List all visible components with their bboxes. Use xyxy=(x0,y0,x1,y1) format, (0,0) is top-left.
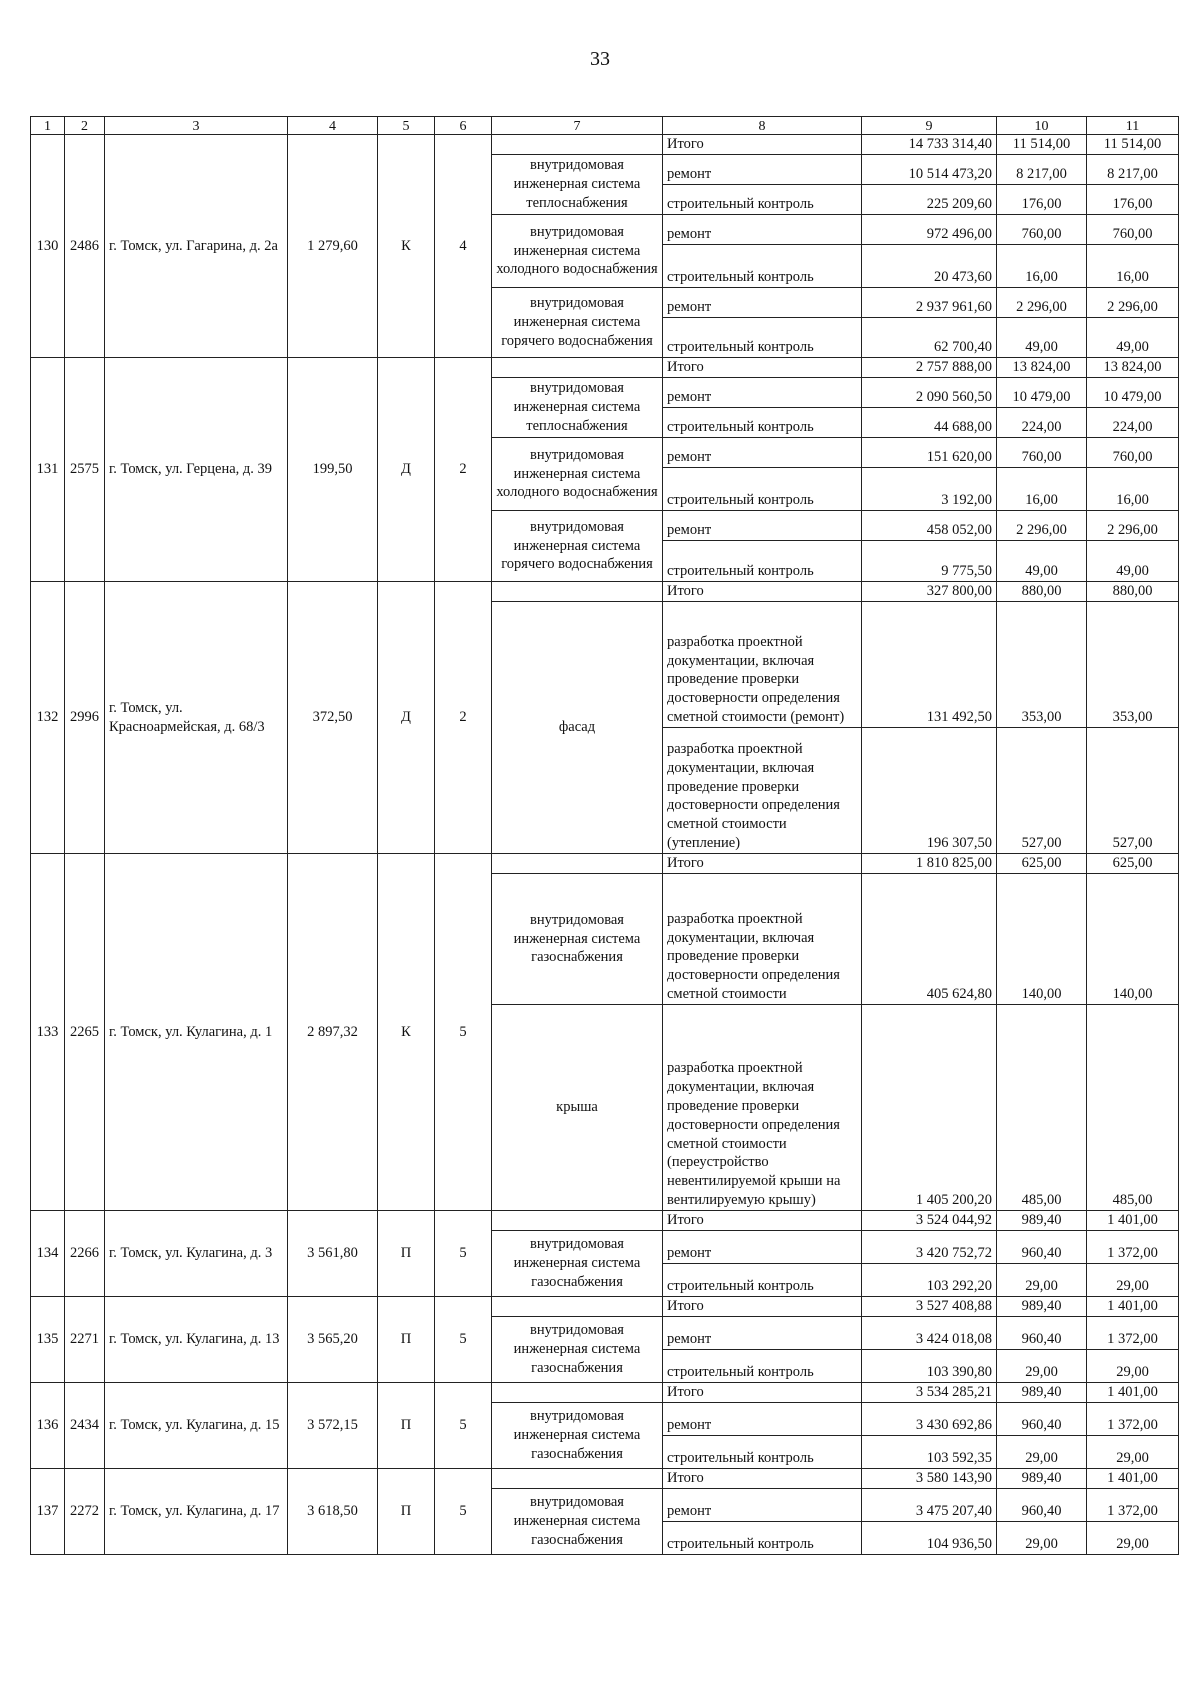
cost-value: 3 475 207,40 xyxy=(862,1489,997,1522)
system-name: внутридомовая инженерная система газоснабжения xyxy=(492,1403,663,1469)
table-row xyxy=(31,135,1179,155)
system-empty xyxy=(492,1297,663,1317)
address: г. Томск, ул. Кулагина, д. 17 xyxy=(105,1469,288,1555)
cost-value: 104 936,50 xyxy=(862,1522,997,1555)
table-row xyxy=(31,582,1179,602)
repair-plan-table xyxy=(30,116,1179,1555)
cost-value: 2 937 961,60 xyxy=(862,288,997,318)
total-per-sqm: 13 824,00 xyxy=(997,358,1087,378)
cost-per-sqm: 10 479,00 xyxy=(997,378,1087,408)
building-class: Д xyxy=(378,358,435,582)
total-label: Итого xyxy=(663,1211,862,1231)
system-empty xyxy=(492,582,663,602)
total-limit: 1 401,00 xyxy=(1087,1297,1179,1317)
total-area: 199,50 xyxy=(288,358,378,582)
cost-per-sqm: 49,00 xyxy=(997,541,1087,582)
table-row xyxy=(31,1469,1179,1489)
total-label: Итого xyxy=(663,358,862,378)
cost-value: 44 688,00 xyxy=(862,408,997,438)
total-area: 3 572,15 xyxy=(288,1383,378,1469)
cost-per-sqm: 140,00 xyxy=(997,874,1087,1005)
row-number: 133 xyxy=(31,854,65,1211)
cost-per-sqm: 353,00 xyxy=(997,602,1087,728)
column-header: 6 xyxy=(435,117,492,135)
work-type: ремонт xyxy=(663,155,862,185)
work-type: ремонт xyxy=(663,288,862,318)
cost-limit: 1 372,00 xyxy=(1087,1489,1179,1522)
row-number: 137 xyxy=(31,1469,65,1555)
row-number: 135 xyxy=(31,1297,65,1383)
cost-per-sqm: 176,00 xyxy=(997,185,1087,215)
cost-per-sqm: 960,40 xyxy=(997,1317,1087,1350)
work-type: строительный контроль xyxy=(663,468,862,511)
system-empty xyxy=(492,1211,663,1231)
cost-per-sqm: 16,00 xyxy=(997,468,1087,511)
table-row xyxy=(31,358,1179,378)
total-per-sqm: 989,40 xyxy=(997,1297,1087,1317)
total-limit: 1 401,00 xyxy=(1087,1469,1179,1489)
cost-limit: 29,00 xyxy=(1087,1522,1179,1555)
system-empty xyxy=(492,135,663,155)
cost-limit: 2 296,00 xyxy=(1087,511,1179,541)
work-type: ремонт xyxy=(663,1231,862,1264)
total-area: 2 897,32 xyxy=(288,854,378,1211)
table-row xyxy=(31,1211,1179,1231)
column-header: 3 xyxy=(105,117,288,135)
row-number: 130 xyxy=(31,135,65,358)
total-area: 3 565,20 xyxy=(288,1297,378,1383)
address: г. Томск, ул. Красноармейская, д. 68/3 xyxy=(105,582,288,854)
cost-limit: 1 372,00 xyxy=(1087,1403,1179,1436)
total-label: Итого xyxy=(663,1469,862,1489)
total-label: Итого xyxy=(663,135,862,155)
cost-value: 225 209,60 xyxy=(862,185,997,215)
work-type: разработка проектной документации, включая проведение проверки достоверности определения сметной стоимости (переустройство невентилируемой крыши на вентилируемую крышу) xyxy=(663,1005,862,1211)
work-type: строительный контроль xyxy=(663,245,862,288)
total-limit: 1 401,00 xyxy=(1087,1383,1179,1403)
floor-count: 5 xyxy=(435,1211,492,1297)
cost-per-sqm: 527,00 xyxy=(997,728,1087,854)
table-row xyxy=(31,1297,1179,1317)
table-body xyxy=(31,117,1179,1555)
address: г. Томск, ул. Кулагина, д. 13 xyxy=(105,1297,288,1383)
cost-limit: 760,00 xyxy=(1087,438,1179,468)
cost-limit: 2 296,00 xyxy=(1087,288,1179,318)
system-name: крыша xyxy=(492,1005,663,1211)
system-name: внутридомовая инженерная система теплоснабжения xyxy=(492,155,663,215)
cost-per-sqm: 224,00 xyxy=(997,408,1087,438)
cost-value: 972 496,00 xyxy=(862,215,997,245)
cost-value: 3 420 752,72 xyxy=(862,1231,997,1264)
address: г. Томск, ул. Герцена, д. 39 xyxy=(105,358,288,582)
cost-value: 196 307,50 xyxy=(862,728,997,854)
column-header: 8 xyxy=(663,117,862,135)
system-name: внутридомовая инженерная система газоснабжения xyxy=(492,1489,663,1555)
object-code: 2486 xyxy=(65,135,105,358)
total-limit: 11 514,00 xyxy=(1087,135,1179,155)
cost-value: 62 700,40 xyxy=(862,318,997,358)
cost-per-sqm: 960,40 xyxy=(997,1231,1087,1264)
cost-value: 20 473,60 xyxy=(862,245,997,288)
cost-per-sqm: 49,00 xyxy=(997,318,1087,358)
building-class: К xyxy=(378,135,435,358)
work-type: разработка проектной документации, включая проведение проверки достоверности определения сметной стоимости xyxy=(663,874,862,1005)
cost-limit: 49,00 xyxy=(1087,318,1179,358)
floor-count: 2 xyxy=(435,358,492,582)
address: г. Томск, ул. Гагарина, д. 2а xyxy=(105,135,288,358)
floor-count: 5 xyxy=(435,854,492,1211)
floor-count: 4 xyxy=(435,135,492,358)
total-area: 3 561,80 xyxy=(288,1211,378,1297)
object-code: 2272 xyxy=(65,1469,105,1555)
floor-count: 5 xyxy=(435,1297,492,1383)
cost-limit: 29,00 xyxy=(1087,1350,1179,1383)
cost-per-sqm: 29,00 xyxy=(997,1350,1087,1383)
object-code: 2265 xyxy=(65,854,105,1211)
cost-value: 458 052,00 xyxy=(862,511,997,541)
object-code: 2266 xyxy=(65,1211,105,1297)
floor-count: 5 xyxy=(435,1383,492,1469)
work-type: строительный контроль xyxy=(663,185,862,215)
total-limit: 625,00 xyxy=(1087,854,1179,874)
total-label: Итого xyxy=(663,1383,862,1403)
system-name: внутридомовая инженерная система холодного водоснабжения xyxy=(492,438,663,511)
cost-limit: 176,00 xyxy=(1087,185,1179,215)
work-type: ремонт xyxy=(663,1403,862,1436)
building-class: П xyxy=(378,1383,435,1469)
building-class: П xyxy=(378,1211,435,1297)
cost-value: 103 592,35 xyxy=(862,1436,997,1469)
row-number: 132 xyxy=(31,582,65,854)
cost-value: 9 775,50 xyxy=(862,541,997,582)
work-type: строительный контроль xyxy=(663,318,862,358)
total-area: 1 279,60 xyxy=(288,135,378,358)
work-type: ремонт xyxy=(663,1489,862,1522)
work-type: строительный контроль xyxy=(663,1350,862,1383)
cost-limit: 485,00 xyxy=(1087,1005,1179,1211)
work-type: строительный контроль xyxy=(663,408,862,438)
cost-per-sqm: 960,40 xyxy=(997,1403,1087,1436)
total-limit: 13 824,00 xyxy=(1087,358,1179,378)
column-header: 9 xyxy=(862,117,997,135)
cost-limit: 8 217,00 xyxy=(1087,155,1179,185)
cost-per-sqm: 2 296,00 xyxy=(997,511,1087,541)
cost-value: 3 192,00 xyxy=(862,468,997,511)
cost-value: 103 292,20 xyxy=(862,1264,997,1297)
total-per-sqm: 989,40 xyxy=(997,1469,1087,1489)
cost-per-sqm: 485,00 xyxy=(997,1005,1087,1211)
total-limit: 880,00 xyxy=(1087,582,1179,602)
system-empty xyxy=(492,854,663,874)
total-cost: 327 800,00 xyxy=(862,582,997,602)
system-name: внутридомовая инженерная система газоснабжения xyxy=(492,874,663,1005)
work-type: ремонт xyxy=(663,1317,862,1350)
total-cost: 1 810 825,00 xyxy=(862,854,997,874)
total-area: 3 618,50 xyxy=(288,1469,378,1555)
total-label: Итого xyxy=(663,582,862,602)
building-class: К xyxy=(378,854,435,1211)
total-cost: 3 524 044,92 xyxy=(862,1211,997,1231)
row-number: 136 xyxy=(31,1383,65,1469)
system-name: внутридомовая инженерная система газоснабжения xyxy=(492,1231,663,1297)
cost-per-sqm: 760,00 xyxy=(997,215,1087,245)
work-type: разработка проектной документации, включая проведение проверки достоверности определения сметной стоимости (ремонт) xyxy=(663,602,862,728)
page-number: 33 xyxy=(590,48,610,70)
system-name: фасад xyxy=(492,602,663,854)
cost-value: 103 390,80 xyxy=(862,1350,997,1383)
total-cost: 2 757 888,00 xyxy=(862,358,997,378)
total-per-sqm: 880,00 xyxy=(997,582,1087,602)
total-cost: 3 580 143,90 xyxy=(862,1469,997,1489)
total-cost: 3 534 285,21 xyxy=(862,1383,997,1403)
address: г. Томск, ул. Кулагина, д. 15 xyxy=(105,1383,288,1469)
building-class: П xyxy=(378,1469,435,1555)
building-class: П xyxy=(378,1297,435,1383)
row-number: 134 xyxy=(31,1211,65,1297)
total-cost: 14 733 314,40 xyxy=(862,135,997,155)
work-type: ремонт xyxy=(663,438,862,468)
cost-limit: 353,00 xyxy=(1087,602,1179,728)
object-code: 2434 xyxy=(65,1383,105,1469)
cost-value: 2 090 560,50 xyxy=(862,378,997,408)
floor-count: 2 xyxy=(435,582,492,854)
cost-limit: 49,00 xyxy=(1087,541,1179,582)
cost-value: 151 620,00 xyxy=(862,438,997,468)
work-type: ремонт xyxy=(663,215,862,245)
column-header: 5 xyxy=(378,117,435,135)
system-name: внутридомовая инженерная система газоснабжения xyxy=(492,1317,663,1383)
cost-limit: 10 479,00 xyxy=(1087,378,1179,408)
column-header: 11 xyxy=(1087,117,1179,135)
total-per-sqm: 989,40 xyxy=(997,1211,1087,1231)
cost-per-sqm: 16,00 xyxy=(997,245,1087,288)
cost-value: 3 424 018,08 xyxy=(862,1317,997,1350)
cost-value: 1 405 200,20 xyxy=(862,1005,997,1211)
cost-limit: 29,00 xyxy=(1087,1436,1179,1469)
cost-value: 405 624,80 xyxy=(862,874,997,1005)
column-header: 2 xyxy=(65,117,105,135)
floor-count: 5 xyxy=(435,1469,492,1555)
system-name: внутридомовая инженерная система теплоснабжения xyxy=(492,378,663,438)
table-row xyxy=(31,854,1179,874)
cost-per-sqm: 29,00 xyxy=(997,1436,1087,1469)
column-header: 10 xyxy=(997,117,1087,135)
cost-per-sqm: 29,00 xyxy=(997,1522,1087,1555)
work-type: строительный контроль xyxy=(663,541,862,582)
work-type: строительный контроль xyxy=(663,1522,862,1555)
column-number-row xyxy=(31,117,1179,135)
total-label: Итого xyxy=(663,1297,862,1317)
system-empty xyxy=(492,358,663,378)
object-code: 2996 xyxy=(65,582,105,854)
system-name: внутридомовая инженерная система горячего водоснабжения xyxy=(492,511,663,582)
total-cost: 3 527 408,88 xyxy=(862,1297,997,1317)
cost-per-sqm: 960,40 xyxy=(997,1489,1087,1522)
work-type: строительный контроль xyxy=(663,1264,862,1297)
cost-limit: 29,00 xyxy=(1087,1264,1179,1297)
cost-limit: 760,00 xyxy=(1087,215,1179,245)
cost-limit: 224,00 xyxy=(1087,408,1179,438)
column-header: 4 xyxy=(288,117,378,135)
object-code: 2271 xyxy=(65,1297,105,1383)
cost-per-sqm: 29,00 xyxy=(997,1264,1087,1297)
total-per-sqm: 11 514,00 xyxy=(997,135,1087,155)
work-type: ремонт xyxy=(663,378,862,408)
system-empty xyxy=(492,1469,663,1489)
cost-per-sqm: 2 296,00 xyxy=(997,288,1087,318)
system-empty xyxy=(492,1383,663,1403)
cost-limit: 16,00 xyxy=(1087,468,1179,511)
cost-value: 3 430 692,86 xyxy=(862,1403,997,1436)
system-name: внутридомовая инженерная система холодного водоснабжения xyxy=(492,215,663,288)
total-label: Итого xyxy=(663,854,862,874)
total-limit: 1 401,00 xyxy=(1087,1211,1179,1231)
building-class: Д xyxy=(378,582,435,854)
cost-limit: 16,00 xyxy=(1087,245,1179,288)
column-header: 1 xyxy=(31,117,65,135)
work-type: ремонт xyxy=(663,511,862,541)
row-number: 131 xyxy=(31,358,65,582)
cost-limit: 140,00 xyxy=(1087,874,1179,1005)
total-area: 372,50 xyxy=(288,582,378,854)
cost-per-sqm: 8 217,00 xyxy=(997,155,1087,185)
table-row xyxy=(31,1383,1179,1403)
address: г. Томск, ул. Кулагина, д. 3 xyxy=(105,1211,288,1297)
cost-limit: 527,00 xyxy=(1087,728,1179,854)
cost-per-sqm: 760,00 xyxy=(997,438,1087,468)
cost-limit: 1 372,00 xyxy=(1087,1231,1179,1264)
system-name: внутридомовая инженерная система горячего водоснабжения xyxy=(492,288,663,358)
cost-value: 10 514 473,20 xyxy=(862,155,997,185)
cost-limit: 1 372,00 xyxy=(1087,1317,1179,1350)
column-header: 7 xyxy=(492,117,663,135)
object-code: 2575 xyxy=(65,358,105,582)
cost-value: 131 492,50 xyxy=(862,602,997,728)
work-type: строительный контроль xyxy=(663,1436,862,1469)
total-per-sqm: 625,00 xyxy=(997,854,1087,874)
work-type: разработка проектной документации, включая проведение проверки достоверности определения сметной стоимости (утепление) xyxy=(663,728,862,854)
total-per-sqm: 989,40 xyxy=(997,1383,1087,1403)
address: г. Томск, ул. Кулагина, д. 1 xyxy=(105,854,288,1211)
